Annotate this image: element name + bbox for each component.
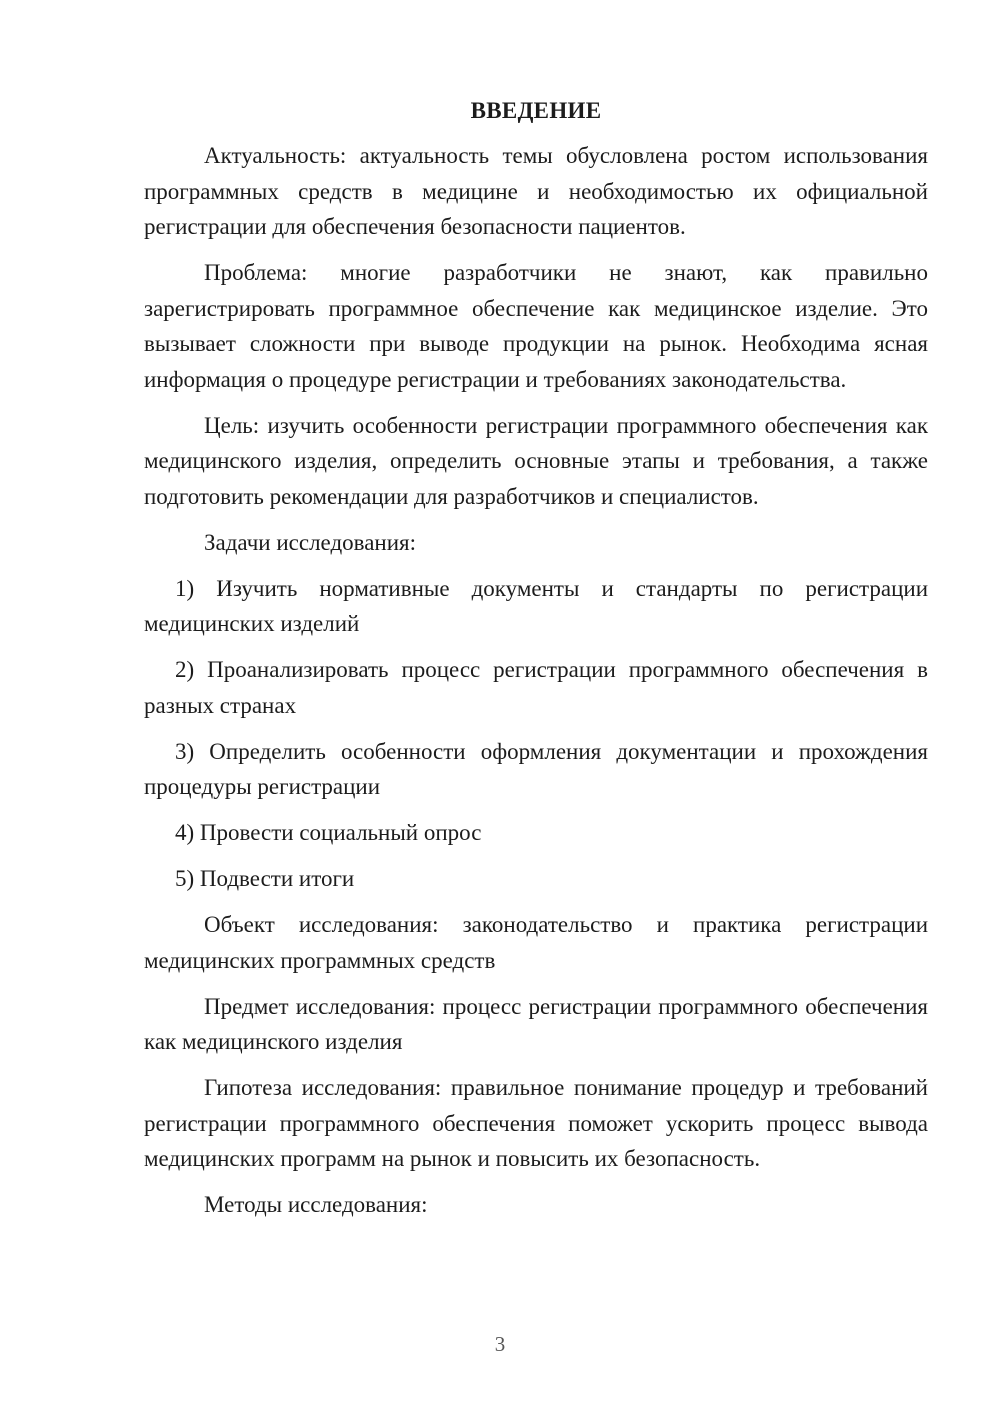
paragraph-relevance: Актуальность: актуальность темы обусловлена ростом использования программных средств в медицине и необходимостью их официальной регистрации для обеспечения безопасности пациентов. bbox=[144, 143, 928, 239]
list-item-task-2: 2) Проанализировать процесс регистрации программного обеспечения в разных странах bbox=[144, 657, 928, 718]
document-page bbox=[144, 94, 928, 1233]
list-item-task-4: 4) Провести социальный опрос bbox=[175, 820, 482, 845]
list-item-task-5: 5) Подвести итоги bbox=[175, 866, 355, 891]
paragraph-goal: Цель: изучить особенности регистрации программного обеспечения как медицинского изделия, определить основные этапы и требования, а также подготовить рекомендации для разработчиков и специалистов. bbox=[144, 412, 928, 509]
paragraph-object: Объект исследования: законодательство и практика регистрации медицинских программных средств bbox=[144, 912, 928, 973]
page-number: 3 bbox=[494, 1332, 506, 1356]
paragraph-methods-title: Методы исследования: bbox=[204, 1192, 428, 1217]
list-item-task-1: 1) Изучить нормативные документы и стандарты по регистрации медицинских изделий bbox=[144, 575, 928, 636]
paragraph-hypothesis: Гипотеза исследования: правильное понимание процедур и требований регистрации программного обеспечения поможет ускорить процесс вывода медицинских программ на рынок и повысить их безопасность. bbox=[144, 1075, 928, 1171]
paragraph-subject: Предмет исследования: процесс регистрации программного обеспечения как медицинского изделия bbox=[144, 993, 928, 1054]
paragraph-tasks-title: Задачи исследования: bbox=[204, 529, 417, 555]
document-heading: ВВЕДЕНИЕ bbox=[470, 98, 602, 123]
list-item-task-3: 3) Определить особенности оформления документации и прохождения процедуры регистрации bbox=[144, 738, 928, 799]
paragraph-problem: Проблема: многие разработчики не знают, как правильно зарегистрировать программное обеспечение как медицинское изделие. Это вызывает сложности при выводе продукции на рынок. Необходима ясная информация о процедуре регистрации и требованиях законодательства. bbox=[144, 260, 928, 392]
